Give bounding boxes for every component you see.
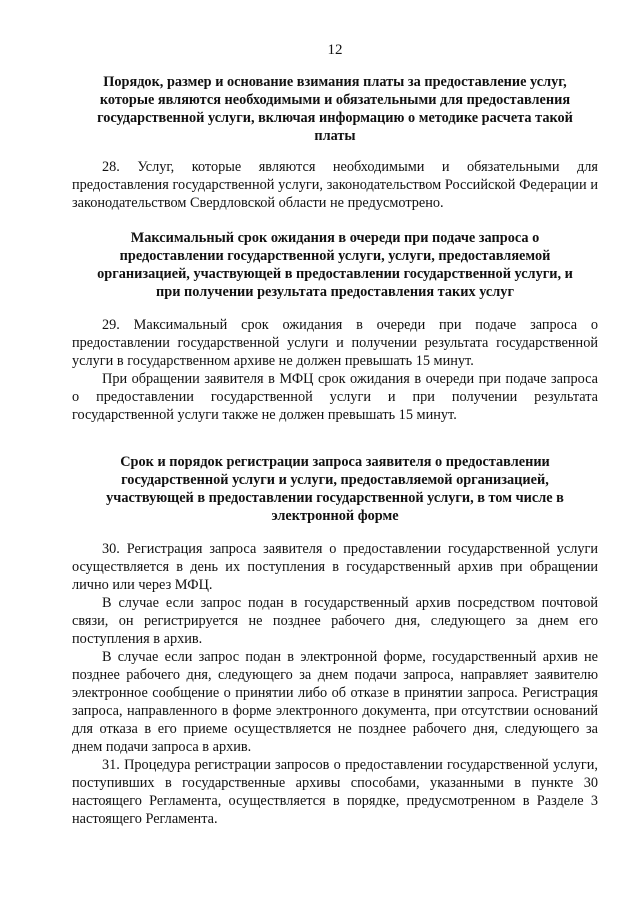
paragraph-30-electronic: В случае если запрос подан в электронной форме, государственный архив не позднее рабочего дня, следующего за днем подачи запроса, направляет заявителю электронное сообщение о принятии либо об отказе в принятии запроса. Регистрация запроса, направленного в форме электронного документа, при отсутствии оснований для отказа в его приеме осуществляется не позднее рабочего дня, следующего за днем подачи запроса в архив. <box>72 649 598 755</box>
section-registration-body <box>72 540 598 828</box>
section-heading: Максимальный срок ожидания в очереди при подаче запроса о предоставлении государственной услуги, услуги, предоставляемой организацией, участвующей в предоставлении государственной услуги, и при получении результата предоставления таких услуг <box>97 230 573 300</box>
section-queue-time-body <box>72 316 598 424</box>
page-number: 12 <box>327 42 343 58</box>
paragraph-29: 29. Максимальный срок ожидания в очереди при подаче запроса о предоставлении государственной услуги и получении результата государственной услуги в государственном архиве не должен превышать 15 минут. <box>72 317 598 369</box>
section-heading: Порядок, размер и основание взимания платы за предоставление услуг, которые являются необходимыми и обязательными для предоставления государственной услуги, включая информацию о методике расчета такой платы <box>97 74 573 144</box>
section-fee-procedure <box>72 73 598 145</box>
section-fee-procedure-body <box>72 158 598 212</box>
paragraph-31: 31. Процедура регистрации запросов о предоставлении государственной услуги, поступивших в государственные архивы способами, указанными в пункте 30 настоящего Регламента, осуществляется в порядке, предусмотренном в Разделе 3 настоящего Регламента. <box>72 757 598 827</box>
section-queue-time <box>72 229 598 301</box>
paragraph-30: 30. Регистрация запроса заявителя о предоставлении государственной услуги осуществляется в день их поступления в государственный архив при обращении лично или через МФЦ. <box>72 541 598 593</box>
section-registration <box>72 453 598 525</box>
paragraph-29-mfc: При обращении заявителя в МФЦ срок ожидания в очереди при подаче запроса о предоставлении государственной услуги и при получении результата государственной услуги также не должен превышать 15 минут. <box>72 371 598 423</box>
paragraph-30-postal: В случае если запрос подан в государственный архив посредством почтовой связи, он регистрируется не позднее рабочего дня, следующего за днем его поступления в архив. <box>72 595 598 647</box>
section-heading: Срок и порядок регистрации запроса заявителя о предоставлении государственной услуги и услуги, предоставляемой организацией, участвующей в предоставлении государственной услуги, в том числе в электронной форме <box>106 454 564 524</box>
paragraph-28: 28. Услуг, которые являются необходимыми и обязательными для предоставления государственной услуги, законодательством Российской Федерации и законодательством Свердловской области не предусмотрено. <box>72 159 598 211</box>
